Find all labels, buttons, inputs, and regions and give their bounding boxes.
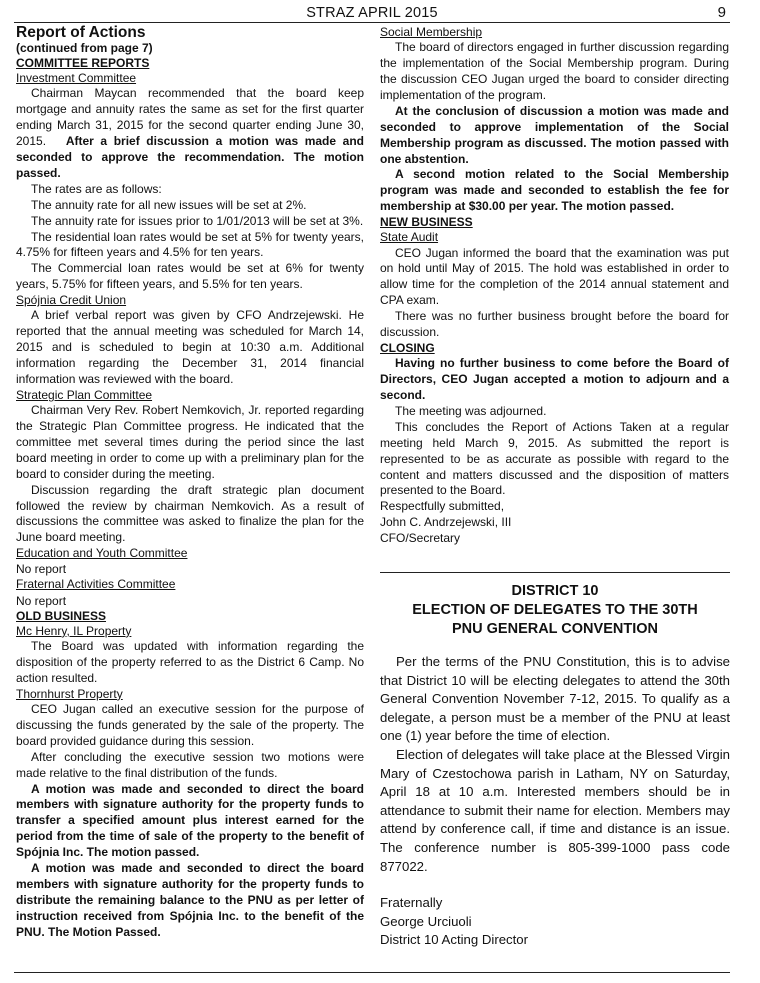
- district10-notice: [380, 582, 730, 949]
- paragraph: The rates are as follows:: [31, 181, 162, 196]
- signature-closing: Respectfully submitted,: [380, 499, 505, 514]
- motion-paragraph: A motion was made and seconded to direct the board members with signature authority for the property funds to distribute the remaining balance to the PNU as per letter of instruction received from Spójnia Inc. to the benefit of the PNU. The Motion Passed.: [16, 861, 364, 939]
- motion-paragraph: At the conclusion of discussion a motion was made and seconded to approve implementation of the Social Membership program as discussed. The motion passed with one abstention.: [380, 103, 729, 166]
- subsection-education-youth: Education and Youth Committee: [16, 546, 188, 561]
- signature-name: George Urciuoli: [380, 913, 472, 929]
- paragraph: A brief verbal report was given by CFO Andrzejewski. He reported that the annual meeting was scheduled for March 14, 2015 and is scheduled to begin at 10:30 a.m. Additional information regarding the December 31, 2014 financial information was reviewed with the board.: [16, 308, 364, 387]
- paragraph: CEO Jugan informed the board that the examination was put on hold until May of 2015. The hold was established in order to allow time for the completion of the 2014 annual statement and CPA exam.: [380, 245, 729, 308]
- section-old-business: OLD BUSINESS: [16, 608, 107, 623]
- paragraph: Chairman Very Rev. Robert Nemkovich, Jr. reported regarding the Strategic Plan Committee progress. He indicated that the committee met several times during the period since the last board meeting in order to come up with a preliminary plan for the board to consider during the meeting.: [16, 403, 364, 481]
- subsection-strategic-plan: Strategic Plan Committee: [16, 387, 153, 402]
- signature-title: District 10 Acting Director: [380, 931, 529, 947]
- motion-paragraph: Having no further business to come before the Board of Directors, CEO Jugan accepted a motion to adjourn and a second.: [380, 356, 729, 403]
- signature-name: John C. Andrzejewski, III: [380, 514, 512, 529]
- paragraph: Discussion regarding the draft strategic plan document followed the review by chairman Nemkovich. As a result of discussions the committee was asked to finalize the plan for the June board meeting.: [16, 482, 364, 545]
- paragraph: The annuity rate for all new issues will be set at 2%.: [31, 197, 307, 212]
- article-title: Report of Actions: [16, 24, 146, 41]
- paragraph: There was no further business brought before the board for discussion.: [380, 309, 729, 340]
- section-committee-reports: COMMITTEE REPORTS: [16, 56, 150, 70]
- left-column: [16, 24, 364, 941]
- paragraph: This concludes the Report of Actions Taken at a regular meeting held March 9, 2015. As submitted the report is represented to be as accurate as possible with regard to the content and matters discussed and the disposition of matters presented to the Board.: [380, 419, 729, 498]
- paragraph: The residential loan rates would be set at 5% for twenty years, 4.75% for fifteen years and 4.5% for ten years.: [16, 229, 364, 260]
- page-number: 9: [717, 4, 726, 21]
- subsection-investment-committee: Investment Committee: [16, 71, 137, 86]
- paragraph: CEO Jugan called an executive session for the purpose of discussing the funds generated by the sale of the property. The board provided guidance during this session.: [16, 702, 364, 748]
- subsection-state-audit: State Audit: [380, 230, 439, 245]
- subsection-spojnia-credit-union: Spójnia Credit Union: [16, 293, 127, 308]
- notice-title-line1: DISTRICT 10: [511, 583, 599, 599]
- subsection-thornhurst-property: Thornhurst Property: [16, 686, 123, 701]
- section-new-business: NEW BUSINESS: [380, 215, 473, 230]
- right-column: [380, 25, 729, 546]
- motion-paragraph: A second motion related to the Social Membership program was made and seconded to establish the fee for membership at $30.00 per year. The motion passed.: [380, 167, 729, 214]
- page-header: [14, 2, 730, 23]
- paragraph: The meeting was adjourned.: [395, 403, 547, 418]
- signature-title: CFO/Secretary: [380, 530, 461, 545]
- subsection-fraternal-activities: Fraternal Activities Committee: [16, 577, 176, 592]
- subsection-social-membership: Social Membership: [380, 25, 483, 39]
- notice-title-line2: ELECTION OF DELEGATES TO THE 30TH: [412, 602, 698, 618]
- paragraph: After concluding the executive session two motions were made relative to the final distribution of the funds.: [16, 749, 364, 780]
- paragraph: Chairman Maycan recommended that the board keep mortgage and annuity rates the same as set for the first quarter ending March 31, 2015 for the second quarter ending June 30, 2015. After a brief discussion a motion was made and seconded to approve the recommendation. The motion passed.: [16, 86, 364, 180]
- paragraph: The Board was updated with information regarding the disposition of the property referred to as the District 6 Camp. No action resulted.: [16, 639, 364, 685]
- paragraph: No report: [16, 562, 67, 577]
- paragraph: Election of delegates will take place at the Blessed Virgin Mary of Czestochowa parish in Latham, NY on Saturday, April 18 at 10 a.m. Interested members should be in attendance to submit their name for election. Members may attend by conference call, if time and distance is an issue. The conference number is 805-399-1000 pass code 877022.: [380, 746, 730, 874]
- section-closing: CLOSING: [380, 341, 435, 356]
- paragraph: The board of directors engaged in further discussion regarding the implementation of the Social Membership program. During the discussion CEO Jugan urged the board to consider directing implementation of the program.: [380, 40, 729, 102]
- paragraph: The Commercial loan rates would be set at 6% for twenty years, 5.75% for fifteen years, and 5.5% for ten years.: [16, 261, 364, 292]
- motion-paragraph: A motion was made and seconded to direct the board members with signature authority for the property funds to transfer a specified amount plus interest earned for the period from the time of sale of the property to the benefit of Spójnia Inc. The motion passed.: [16, 781, 364, 860]
- bottom-rule: [14, 972, 730, 973]
- paragraph: Per the terms of the PNU Constitution, this is to advise that District 10 will be electing delegates to attend the 30th General Convention November 7-12, 2015. To qualify as a delegate, a person must be a member of the PNU at least one (1) year before the time of election.: [380, 654, 730, 744]
- paragraph: No report: [16, 593, 67, 608]
- subsection-mchenry-property: Mc Henry, IL Property: [16, 623, 132, 638]
- notice-title-line3: PNU GENERAL CONVENTION: [452, 621, 658, 637]
- motion-text: After a brief discussion a motion was made and seconded to approve the recommendation. The motion passed.: [16, 134, 364, 180]
- publication-title: STRAZ APRIL 2015: [306, 5, 438, 21]
- section-divider: [380, 572, 730, 573]
- signature-closing: Fraternally: [380, 895, 443, 911]
- paragraph: The annuity rate for issues prior to 1/01/2013 will be set at 3%.: [31, 213, 364, 228]
- continued-note: (continued from page 7): [16, 41, 153, 55]
